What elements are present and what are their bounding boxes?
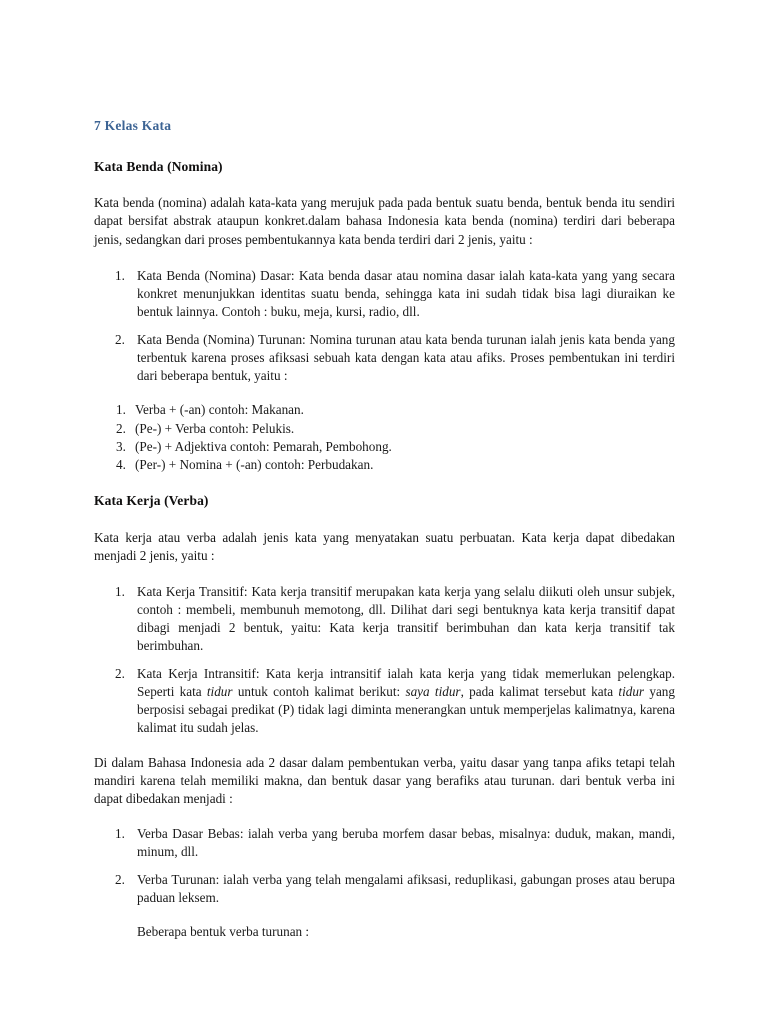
list-item: Verba Dasar Bebas: ialah verba yang beruba morfem dasar bebas, misalnya: duduk, makan, mandi, minum, dll. <box>137 825 675 859</box>
section-intro-verba: Kata kerja atau verba adalah jenis kata yang menyatakan suatu perbuatan. Kata kerja dapat dibedakan menjadi 2 jenis, yaitu : <box>94 529 675 563</box>
nomina-turunan-sublist-block <box>94 401 675 474</box>
nomina-turunan-sublist <box>94 401 675 474</box>
list-item: (Pe-) + Verba contoh: Pelukis. <box>135 420 295 436</box>
section-heading-nomina: Kata Benda (Nomina) <box>94 159 223 175</box>
section-intro-nomina: Kata benda (nomina) adalah kata-kata yang merujuk pada pada bentuk suatu benda, bentuk benda itu sendiri dapat bersifat abstrak ataupun konkret.dalam bahasa Indonesia kata benda (nomina) terdiri dari beberapa jenis, sedangkan dari proses pembentukannya kata benda terdiri dari 2 jenis, yaitu : <box>94 195 675 247</box>
list-item: Kata Kerja Transitif: Kata kerja transitif merupakan kata kerja yang selalu diikuti oleh unsur subjek, contoh : membeli, membunuh memotong, dll. Dilihat dari segi bentuknya kata kerja transitif dapat dibagi menjadi 2 bentuk, yaitu: Kata kerja transitif berimbuhan dan kata kerja transitif tak berimbuhan. <box>137 583 675 654</box>
list-item: (Pe-) + Adjektiva contoh: Pemarah, Pembohong. <box>135 438 392 454</box>
list-item: Verba Turunan: ialah verba yang telah mengalami afiksasi, reduplikasi, gabungan proses atau berupa paduan leksem. <box>137 872 675 906</box>
nomina-list <box>94 267 675 386</box>
section-second-intro-verba: Di dalam Bahasa Indonesia ada 2 dasar dalam pembentukan verba, yaitu dasar yang tanpa afiks tetapi telah mandiri karena telah memiliki makna, dan bentuk dasar yang berafiks atau turunan. dari bentuk verba ini dapat dibedakan menjadi : <box>94 754 675 806</box>
verba-dasar-list <box>94 825 675 907</box>
list-item: (Per-) + Nomina + (-an) contoh: Perbudakan. <box>135 457 374 473</box>
list-item: Kata Benda (Nomina) Dasar: Kata benda dasar atau nomina dasar ialah kata-kata yang yang secara konkret menunjukkan identitas suatu benda, sehingga kata ini sudah tidak bisa lagi diuraikan ke bentuk lainnya. Contoh : buku, meja, kursi, radio, dll. <box>137 267 675 319</box>
section-heading-verba: Kata Kerja (Verba) <box>94 493 209 509</box>
list-item: Kata Benda (Nomina) Turunan: Nomina turunan atau kata benda turunan ialah jenis kata benda yang terbentuk karena proses afiksasi sebuah kata dengan kata atau afiks. Proses pembentukan ini terdiri dari beberapa bentuk, yaitu : <box>137 331 675 384</box>
trailing-note: Beberapa bentuk verba turunan : <box>137 924 310 940</box>
list-item: Verba + (-an) contoh: Makanan. <box>135 402 304 418</box>
list-item: Kata Kerja Intransitif: Kata kerja intransitif ialah kata kerja yang tidak memerlukan pelengkap. Seperti kata tidur untuk contoh kalimat berikut: saya tidur, pada kalimat tersebut kata tidur yang berposisi sebagai predikat (P) tidak lagi diminta menerangkan untuk memperjelas kalimatnya, karena kalimat itu sudah jelas. <box>137 666 675 736</box>
verba-list <box>94 583 675 738</box>
page-title: 7 Kelas Kata <box>94 118 172 133</box>
